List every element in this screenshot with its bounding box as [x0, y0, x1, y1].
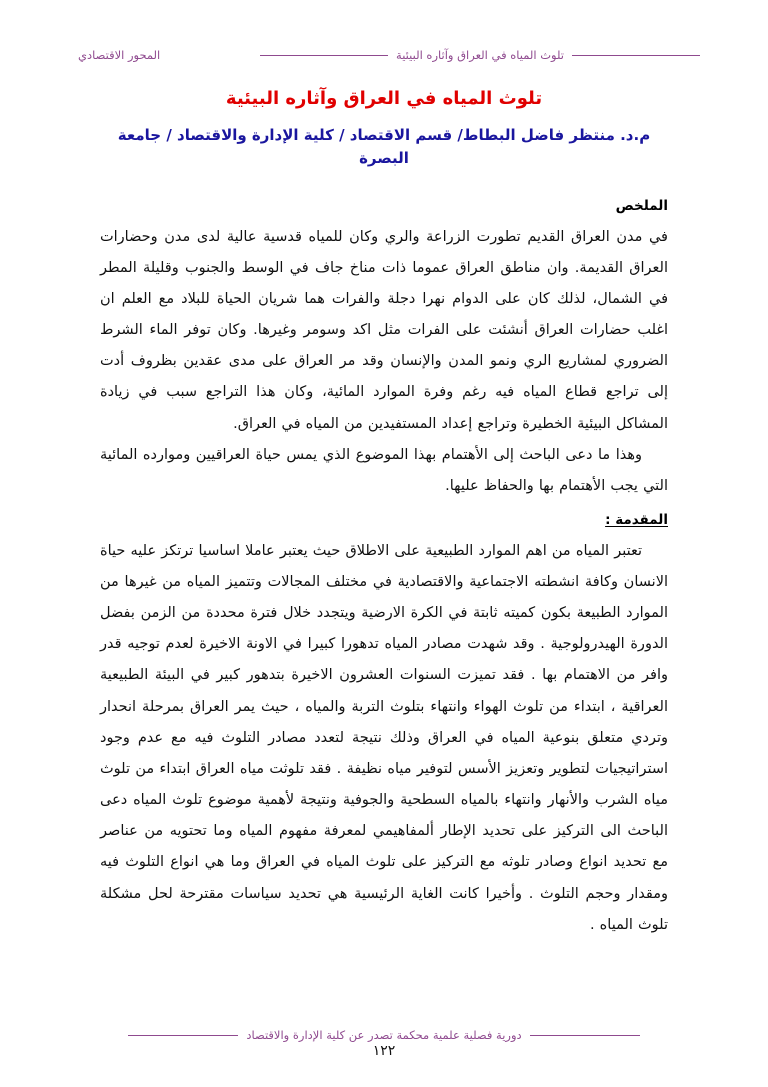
page-number: ١٢٢ — [372, 1043, 396, 1059]
footer-line — [68, 1028, 700, 1042]
author-line-2: البصرة — [359, 149, 409, 168]
footer-journal-text: دورية فصلية علمية محكمة تصدر عن كلية الإدارة والاقتصاد — [246, 1028, 522, 1042]
footer-rule-right — [128, 1035, 238, 1036]
page-footer — [68, 1028, 700, 1059]
introduction-heading: المقدمة : — [605, 512, 668, 529]
author-line-1: م.د. منتظر فاضل البطاط/ قسم الاقتصاد / كلية الإدارة والاقتصاد / جامعة — [117, 126, 651, 144]
abstract-paragraph-2: وهذا ما دعى الباحث إلى الأهتمام بهذا الموضوع الذي يمس حياة العراقيين وموارده المائية التي يجب الأهتمام بها والحفاظ عليها. — [100, 446, 668, 494]
introduction-paragraph-1: تعتبر المياه من اهم الموارد الطبيعية على الاطلاق حيث يعتبر عاملا اساسيا ترتكز عليه حياة الانسان وكافة انشطته الاجتماعية والاقتصادية في مختلف المجالات وتتميز المياه من غيرها من الموارد الطبيعة بكون كميته ثابتة في الكرة الارضية ويتجدد خلال فترة محددة من الزمن بفضل الدورة الهيدرولوجية . وقد شهدت مصادر المياه تدهورا كبيرا في الاونة الاخيرة لعدم توجيه قدر وافر من الاهتمام بها . فقد تميزت السنوات العشرون الاخيرة بتدهور كبير في البيئة الطبيعية العراقية ، ابتداء من تلوث الهواء وانتهاء بتلوث التربة والمياه ، حيث يمر العراق بمرحلة انحدار وتردي متعلق بنوعية المياه في العراق وذلك نتيجة لتعدد مصادر التلوث فيه مع عدم وجود استراتيجيات لتطوير وتعزيز الأسس لتوفير مياه نظيفة . فقد تلوثت مياه العراق ابتداء من تلوث مياه الشرب والأنهار وانتهاء بالمياه السطحية والجوفية ونتيجة لأهمية موضوع تلوث المياه دعى الباحث الى التركيز على تحديد الإطار ألمفاهيمي لمعرفة مفهوم المياه وما تحتويه من عناصر مع تحديد انواع وصادر تلوثه مع التركيز على تلوث المياه في العراق وما هي انواع التلوث فيه ومقدار وحجم التلوث . وأخيرا كانت الغاية الرئيسية هي تحديد سياسات مقترحة لحل مشكلة تلوث المياه . — [100, 542, 668, 933]
footer-rule-left — [530, 1035, 640, 1036]
header-rule-left — [572, 55, 700, 56]
header-center-title: تلوث المياه في العراق وآثاره البيئية — [396, 48, 564, 62]
article-title: تلوث المياه في العراق وآثاره البيئية — [225, 88, 543, 109]
header-rule-right — [260, 55, 388, 56]
abstract-paragraph-1: في مدن العراق القديم تطورت الزراعة والري وكان للمياه قدسية عالية لدى مدن وحضارات العراق القديمة. وان مناطق العراق عموما ذات مناخ جاف في الوسط والجنوب وقليلة المطر في الشمال، لذلك كان على الدوام نهرا دجلة والفرات هما شريان الحياة للبلاد مع العلم ان اغلب حضارات العراق أنشئت على الفرات مثل اكد وسومر وغيرها. وكان توفر الماء الشرط الضروري لمشاريع الري ونمو المدن والإنسان وقد مر العراق على مدى عقدين بظروف أدت إلى تراجع قطاع المياه فيه رغم وفرة الموارد المائية، وكان هذا التراجع سبب في زيادة المشاكل البيئية الخطيرة وتراجع إعداد المستفيدين من المياه في العراق. — [100, 228, 668, 432]
article-body — [100, 196, 668, 941]
author-affiliation — [60, 124, 708, 171]
header-section-label: المحور الاقتصادي — [78, 48, 161, 62]
abstract-heading: الملخص — [615, 198, 668, 214]
running-header — [68, 42, 700, 68]
